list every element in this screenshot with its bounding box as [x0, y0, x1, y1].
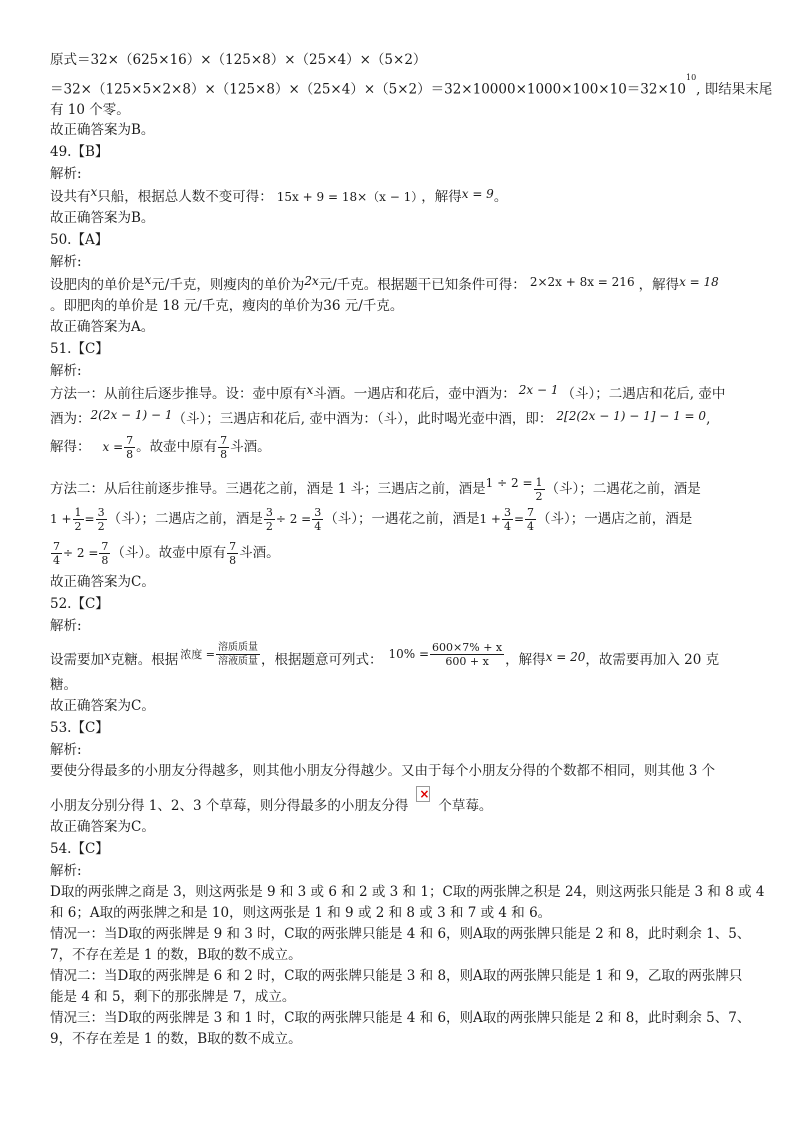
text-line: [50, 73, 773, 99]
text: 设肥肉的单价是: [50, 277, 145, 293]
text: 小朋友分别分得 1、2、3 个草莓，则分得最多的小朋友分得: [50, 798, 409, 814]
text: 53.【C】: [50, 720, 109, 736]
fraction: $\frac{1}{2}$: [535, 476, 543, 503]
text: （斗）；二遇店和花后, 壶中: [561, 386, 726, 402]
text-line: [50, 883, 765, 901]
fraction: $\frac{7}{4}$: [527, 506, 535, 533]
text: 故正确答案为A。: [50, 319, 155, 335]
text: ，故需要再加入 20 克: [585, 652, 720, 668]
text: ，解得: [638, 277, 680, 293]
text-line: [50, 796, 752, 815]
text: 故正确答案为B。: [50, 122, 155, 138]
text-line: [50, 762, 752, 780]
text-line: [50, 536, 752, 570]
answer-line: [50, 697, 752, 715]
text: 解得：: [50, 439, 91, 455]
text-line: [50, 946, 752, 964]
question-number: [50, 840, 752, 858]
text: 设共有: [50, 189, 91, 205]
text-line: [50, 185, 752, 206]
text-line: [50, 925, 752, 943]
text: 故正确答案为C。: [50, 698, 155, 714]
formula-line: ＝32×（125×5×2×8）×（125×8）×（25×4）×（5×2）＝32×10000×1000×100×10＝32×10: [50, 81, 686, 98]
answer-line: [50, 818, 752, 836]
text: 糖。: [50, 677, 77, 693]
question-number: [50, 595, 752, 613]
broken-image-icon: [416, 786, 430, 802]
text: 只船，根据总人数不变可得：: [97, 189, 273, 205]
text: （斗）；三遇店和花后, 壶中酒为：（斗），此时喝光壶中酒，即：: [172, 411, 553, 427]
text-line: [50, 410, 752, 428]
text: 设需要加: [50, 652, 104, 668]
question-number: [50, 231, 752, 249]
text-line: [50, 472, 752, 506]
text: 要使分得最多的小朋友分得越多，则其他小朋友分得越少。又由于每个小朋友分得的个数都不相同，则其他 3 个: [50, 763, 716, 779]
text: ，解得: [505, 652, 546, 668]
equation: 1 ÷ 2 =: [485, 476, 533, 490]
text-line: [50, 297, 752, 315]
question-number: [50, 719, 752, 737]
fraction: $\frac{3}{2}$: [97, 506, 105, 533]
analysis-label: [50, 617, 752, 635]
exponent: 10: [685, 73, 697, 82]
text: 方法一：从前往后逐步推导。设：壶中原有: [50, 386, 307, 402]
equation: 2x − 1: [518, 383, 559, 397]
text: 解析:: [50, 363, 82, 379]
text: 情况一：当D取的两张牌是 9 和 3 时，C取的两张牌只能是 4 和 6，则A取的两张牌只能是 2 和 8，此时剩余 1、5、: [50, 926, 751, 942]
math-var: 2x: [304, 274, 319, 288]
math-var: x: [306, 383, 314, 397]
text: 解析:: [50, 618, 82, 634]
text: （斗）；二遇花之前，酒是: [545, 481, 701, 497]
text-line: [50, 988, 752, 1006]
fraction: $\frac{7}{8}$: [220, 434, 228, 461]
math: =: [84, 512, 95, 526]
analysis-label: [50, 362, 752, 380]
text: 51.【C】: [50, 341, 109, 357]
fraction: $\frac{3}{4}$: [503, 506, 511, 533]
math: 1 +: [50, 512, 72, 526]
text: 7，不存在差是 1 的数，B取的数不成立。: [50, 947, 302, 963]
fraction: $\frac{\text{溶质质量}}{\text{溶液质量}}$: [218, 642, 258, 667]
fraction: $\frac{7}{8}$: [229, 540, 237, 567]
math-var: x: [104, 649, 111, 663]
solution: x = 9: [461, 187, 494, 201]
text: 54.【C】: [50, 841, 109, 857]
math-var: x: [144, 273, 152, 287]
text: ,: [706, 411, 711, 427]
text: 能是 4 和 5，剩下的那张牌是 7，成立。: [50, 989, 296, 1005]
text: 故正确答案为C。: [50, 574, 155, 590]
text-line: [50, 101, 752, 119]
math-var: x =: [102, 440, 124, 454]
text: 。: [493, 189, 508, 205]
text: 故正确答案为C。: [50, 819, 155, 835]
text: 和 6；A取的两张牌之和是 10，则这两张是 1 和 9 或 2 和 8 或 3 和 7 或 4 和 6。: [50, 905, 552, 921]
text-line: [50, 1030, 752, 1048]
answer-line: [50, 209, 752, 227]
text-line: [50, 1009, 752, 1027]
text: 克糖。根据: [110, 652, 179, 668]
text: 49.【B】: [50, 144, 109, 160]
math: ÷ 2 =: [275, 512, 312, 526]
text: 50.【A】: [50, 232, 109, 248]
text: ，解得: [421, 189, 462, 205]
text: 斗酒。: [230, 439, 271, 455]
analysis-label: [50, 862, 752, 880]
analysis-label: [50, 741, 752, 759]
text: 解析:: [50, 166, 82, 182]
text-line: [50, 502, 752, 536]
equation: 2(2x − 1) − 1: [90, 408, 173, 422]
text-line: [50, 51, 752, 69]
equation: 2[2(2x − 1) − 1] − 1 = 0: [556, 409, 707, 423]
fraction: $\frac{7}{8}$: [101, 540, 109, 567]
fraction: $\frac{3}{4}$: [314, 506, 322, 533]
equation: 15x + 9 = 18×（x − 1）: [276, 190, 418, 204]
text: 斗酒。: [239, 545, 280, 561]
text: 酒为：: [50, 411, 91, 427]
text: , 即结果末尾: [696, 81, 773, 98]
text: 9，不存在差是 1 的数，B取的数不成立。: [50, 1031, 302, 1047]
text: 有 10 个零。: [50, 102, 130, 118]
text: （斗）。故壶中原有: [111, 545, 227, 561]
text: 个草莓。: [438, 798, 493, 814]
text: 解析:: [50, 254, 82, 270]
text: 。即肥肉的单价是 18 元/千克，瘦肉的单价为36 元/千克。: [50, 298, 404, 314]
text: 情况三：当D取的两张牌是 3 和 1 时，C取的两张牌只能是 4 和 6，则A取的两张牌只能是 2 和 8，此时剩余 5、7、: [50, 1010, 751, 1026]
fraction: $\frac{7}{8}$: [126, 434, 134, 461]
text-line: [50, 640, 752, 680]
text: 解析:: [50, 742, 82, 758]
math-var: x: [90, 185, 98, 199]
text: 解析:: [50, 863, 82, 879]
text: 斗酒。一遇店和花后，壶中酒为：: [313, 386, 516, 402]
fraction: $\frac{600\times 7\% + x}{600 + x}$: [432, 641, 503, 668]
analysis-label: [50, 165, 752, 183]
concentration-formula: 浓度 =: [180, 648, 215, 661]
answer-line: [50, 121, 752, 139]
fraction: $\frac{1}{2}$: [74, 506, 82, 533]
solution: x = 18: [679, 275, 719, 289]
text-line: [50, 430, 752, 464]
text: 52.【C】: [50, 596, 109, 612]
analysis-label: [50, 253, 752, 271]
text: （斗）；二遇店之前，酒是: [107, 511, 263, 527]
equation: 2×2x + 8x = 216: [529, 275, 635, 289]
solution: x = 20: [545, 650, 586, 664]
text: （斗）；一遇店之前，酒是: [537, 511, 693, 527]
text-line: [50, 904, 752, 922]
text-line: [50, 273, 752, 294]
question-number: [50, 143, 752, 161]
fraction: $\frac{3}{2}$: [265, 506, 273, 533]
text: （斗）；一遇花之前，酒是: [324, 511, 480, 527]
text: 元/千克，则瘦肉的单价为: [151, 277, 305, 293]
text-line: [50, 967, 752, 985]
answer-line: [50, 318, 752, 336]
fraction: $\frac{7}{4}$: [53, 540, 60, 567]
text-line: [50, 676, 752, 694]
text: 方法二：从后往前逐步推导。三遇花之前，酒是 1 斗；三遇店之前，酒是: [50, 481, 486, 497]
text: 故正确答案为B。: [50, 210, 155, 226]
math: 1 +: [479, 512, 501, 526]
math: ÷ 2 =: [63, 546, 99, 560]
equation: 10% =: [388, 647, 430, 661]
answer-line: [50, 573, 752, 591]
text: ，根据题意可列式：: [261, 652, 383, 668]
text: D取的两张牌之商是 3，则这两张是 9 和 3 或 6 和 2 或 3 和 1；C取的两张牌之积是 24，则这两张只能是 3 和 8 或 4: [50, 884, 765, 900]
formula-line: 原式＝32×（625×16）×（125×8）×（25×4）×（5×2）: [50, 52, 427, 68]
text: 元/千克。根据题干已知条件可得：: [318, 277, 526, 293]
text: 。故壶中原有: [136, 439, 218, 455]
text-line: [50, 385, 752, 403]
question-number: [50, 340, 752, 358]
text: 情况二：当D取的两张牌是 6 和 2 时，C取的两张牌只能是 3 和 8，则A取的两张牌只能是 1 和 9，乙取的两张牌只: [50, 968, 743, 984]
math: =: [513, 512, 525, 526]
